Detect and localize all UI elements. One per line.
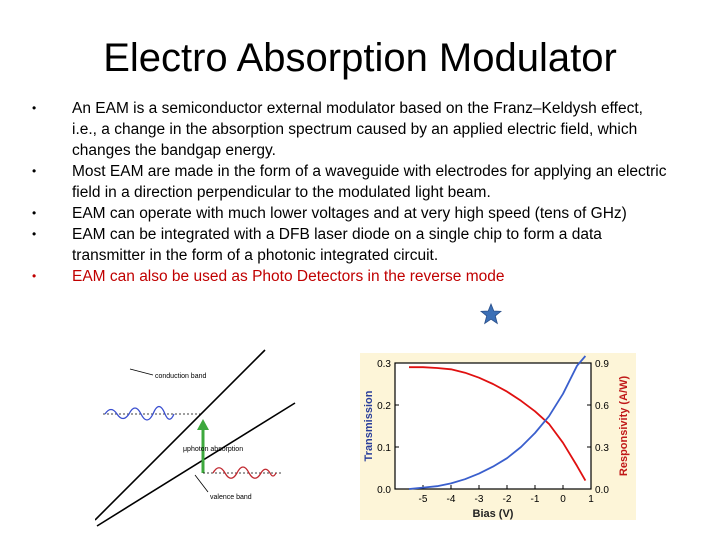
conduction-band-label: conduction band	[155, 373, 207, 380]
y-right-tick-label: 0.3	[595, 443, 609, 454]
x-tick-label: -4	[446, 494, 456, 505]
valence-band-label: valence band	[210, 494, 252, 501]
y-tick-label: 0.0	[377, 485, 391, 496]
bullet-text: EAM can operate with much lower voltages and at very high speed (tens of GHz)	[72, 205, 627, 222]
bullet-marker: •	[32, 101, 37, 115]
x-axis-label: Bias (V)	[472, 508, 514, 520]
x-tick-label: -3	[474, 494, 484, 505]
y-axis-right-label: Responsivity (A/W)	[618, 375, 630, 477]
y-tick-label: 0.1	[377, 443, 391, 454]
bullet-list	[32, 98, 672, 287]
bias-chart	[360, 353, 636, 520]
bullet-item	[32, 224, 672, 266]
bullet-item	[32, 266, 672, 287]
bullet-text: Most EAM are made in the form of a waveguide with electrodes for applying an electric field in a direction perpendicular to the modulated light beam.	[72, 163, 667, 201]
x-tick-label: -2	[502, 494, 512, 505]
y-axis-label: Transmission	[363, 390, 375, 462]
y-tick-label: 0.3	[377, 359, 391, 370]
page-title: Electro Absorption Modulator	[103, 36, 617, 80]
bullet-marker: •	[32, 227, 37, 241]
conduction-wavefunction	[105, 407, 174, 421]
x-tick-label: -1	[530, 494, 540, 505]
valence-band-line	[97, 403, 295, 526]
bullet-item	[32, 203, 672, 224]
x-tick-label: 0	[560, 494, 566, 505]
y-tick-label: 0.2	[377, 401, 391, 412]
photon-absorption-label: μphoton absorption	[183, 446, 244, 453]
bullet-marker: •	[32, 206, 37, 220]
bullet-item	[32, 161, 672, 203]
star-icon	[480, 303, 502, 325]
bullet-marker: •	[32, 164, 37, 178]
bullet-text: An EAM is a semiconductor external modulator based on the Franz–Keldysh effect, i.e., a change in the absorption spectrum caused by an applied electric field, which changes the bandgap energy.	[72, 100, 643, 159]
x-tick-label: 1	[588, 494, 594, 505]
bullet-text: EAM can also be used as Photo Detectors in the reverse mode	[72, 268, 505, 285]
band-diagram	[95, 348, 325, 528]
plot-frame	[395, 363, 591, 489]
y-right-tick-label: 0.0	[595, 485, 609, 496]
bullet-marker: •	[32, 269, 37, 283]
bullet-text: EAM can be integrated with a DFB laser diode on a single chip to form a data transmitter in the form of a photonic integrated circuit.	[72, 226, 602, 264]
x-tick-label: -5	[418, 494, 428, 505]
y-right-tick-label: 0.6	[595, 401, 609, 412]
y-right-tick-label: 0.9	[595, 359, 609, 370]
bullet-item	[32, 98, 672, 161]
